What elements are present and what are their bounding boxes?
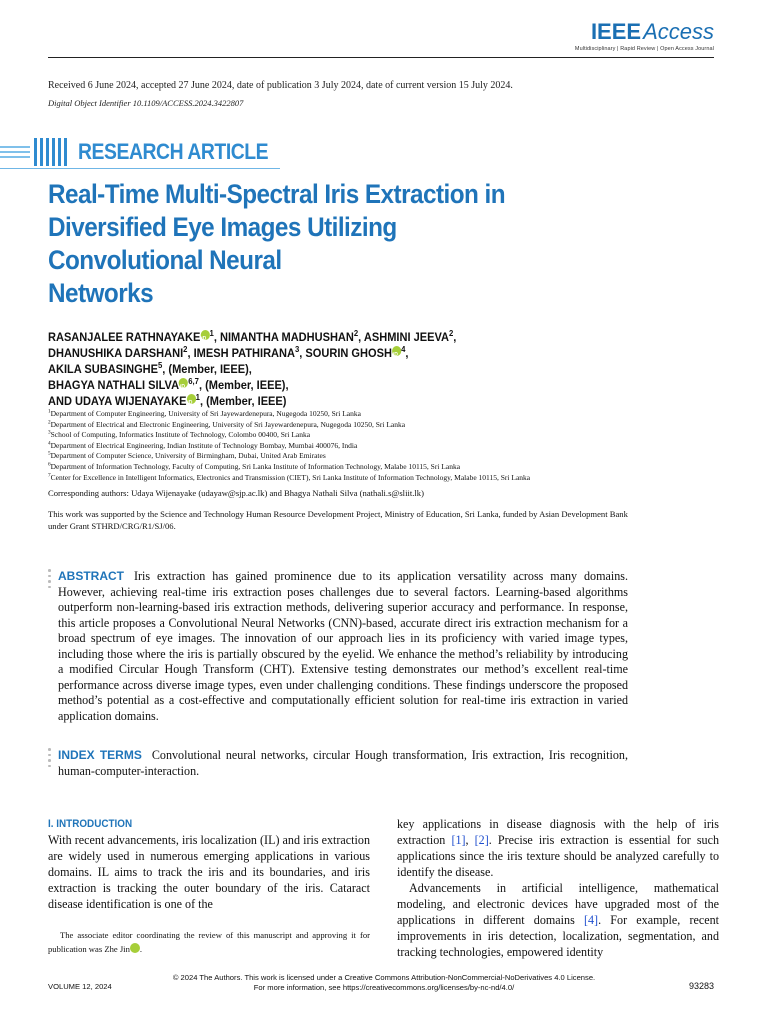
funding-statement: This work was supported by the Science and Technology Human Resource Development Project, Ministry of Education, Sri Lanka, funded by Asian Development Bank under Grant STHRD/CRG/R1/SJ/06.: [48, 509, 628, 531]
volume-label: VOLUME 12, 2024: [48, 982, 112, 991]
affiliation-item: [48, 441, 728, 452]
affiliation-item: [48, 473, 728, 484]
author-affil-sup: 5: [157, 360, 163, 370]
paragraph-text: Advancements in artificial intelligence, mathematical modeling, and electronic devices have upgraded most of the applications in different domains: [397, 881, 719, 927]
article-type-label: RESEARCH ARTICLE: [78, 139, 269, 164]
paragraph-text: . For example, recent improvements in iris detection, localization, segmentation, and tracking technologies, empowered identity: [397, 913, 719, 959]
title-line: Convolutional Neural: [48, 245, 282, 275]
intro-paragraph: [397, 880, 719, 960]
orcid-icon[interactable]: [179, 378, 188, 388]
affiliation-number: 7: [48, 472, 51, 479]
title-line: Diversified Eye Images Utilizing: [48, 212, 397, 242]
footnote-text: The associate editor coordinating the review of this manuscript and approving it for publication was Zhe Jin: [48, 930, 370, 954]
affiliation-item: [48, 409, 728, 420]
author-line: BHAGYA NATHALI SILVAiD $^{6,7}$, (Member, IEEE),: [48, 377, 692, 393]
author-affil-sup: 6,7: [188, 376, 199, 386]
author-name: ASHMINI JEEVA: [363, 330, 449, 344]
paper-title: [48, 178, 552, 310]
abstract-dots-icon: [48, 569, 52, 591]
paragraph-text: . Precise iris extraction is essential for such applications since the iris texture should be analyzed carefully to identify the disease.: [397, 833, 720, 879]
left-column: [48, 832, 370, 912]
banner-stripes-icon: [0, 138, 70, 166]
author-name: IMESH PATHIRANA: [193, 346, 295, 360]
author-list: [48, 329, 692, 409]
author-name: SOURIN GHOSH: [305, 346, 392, 360]
affiliation-number: 2: [48, 419, 51, 426]
orcid-icon[interactable]: [200, 330, 209, 340]
intro-paragraph: With recent advancements, iris localization (IL) and iris extraction are widely used in numerous emerging applications in various domains. IL aims to track the iris and its boundaries, and iris extraction is tracking the outer boundary of the iris. Cataract disease identification is one of the: [48, 833, 370, 911]
author-line: RASANJALEE RATHNAYAKEiD $^1$, NIMANTHA MADHUSHAN$^2$, ASHMINI JEEVA$^2$,: [48, 329, 692, 345]
affiliation-text: Department of Electrical and Electronic Engineering, University of Sri Jayewardenepura, Nugegoda 10250, Sri Lanka: [50, 419, 406, 429]
author-affil-sup: 2: [448, 328, 454, 338]
author-line: AKILA SUBASINGHE$^5$, (Member, IEEE),: [48, 360, 252, 376]
ieee-access-logo: [575, 20, 714, 44]
header-rule: [48, 57, 714, 58]
affiliation-item: [48, 420, 728, 431]
index-terms-text: Convolutional neural networks, circular Hough transformation, Iris extraction, Iris recognition, human-computer-interaction.: [58, 748, 628, 778]
affiliation-number: 6: [48, 461, 51, 468]
affiliation-text: Department of Information Technology, Faculty of Computing, Sri Lanka Institute of Information Technology, Malabe 10115, Sri Lanka: [50, 461, 461, 471]
author-name: NIMANTHA MADHUSHAN: [219, 330, 354, 344]
intro-paragraph: key applications in disease diagnosis with the help of iris extraction [1], [2]. Precise iris extraction is essential for such applications since the iris texture should be analyzed carefully to identify the disease.: [397, 817, 720, 879]
author-membership: (Member, IEEE): [168, 362, 249, 376]
article-type-banner: [0, 135, 300, 171]
affiliation-number: 3: [48, 429, 51, 436]
license-notice: [0, 973, 768, 993]
corresponding-authors: Corresponding authors: Udaya Wijenayake (udayaw@sjp.ac.lk) and Bhagya Nathali Silva (nathali.s@sliit.lk): [48, 488, 424, 498]
orcid-icon[interactable]: [130, 943, 140, 953]
author-name: AND UDAYA WIJENAYAKE: [48, 394, 187, 408]
logo-access: Access: [643, 19, 714, 44]
author-affil-sup: 3: [294, 344, 300, 354]
author-affil-sup: 4: [401, 344, 406, 354]
author-line: AND UDAYA WIJENAYAKEiD $^1$, (Member, IEEE): [48, 393, 692, 409]
section-heading: I. INTRODUCTION: [48, 818, 133, 830]
author-name: RASANJALEE RATHNAYAKE: [48, 330, 201, 344]
index-terms: [58, 748, 628, 779]
abstract: [58, 569, 628, 724]
author-name: BHAGYA NATHALI SILVA: [48, 378, 180, 392]
index-terms-label: INDEX TERMS: [58, 748, 142, 762]
affiliation-item: [48, 430, 728, 441]
title-line: Networks: [48, 278, 154, 308]
logo-ieee: IEEE: [590, 19, 642, 44]
index-terms-dots-icon: [48, 748, 52, 770]
license-line: © 2024 The Authors. This work is licensed under a Creative Commons Attribution-NonCommercial-NoDerivatives 4.0 License.: [172, 973, 596, 982]
citation-link[interactable]: [4]: [583, 913, 599, 927]
paragraph-text: key applications in disease diagnosis with the help of iris extraction: [397, 817, 719, 847]
author-name: DHANUSHIKA DARSHANI: [48, 346, 184, 360]
author-affil-sup: 2: [183, 344, 188, 354]
affiliation-text: Department of Computer Engineering, University of Sri Jayewardenepura, Nugegoda 10250, Sri Lanka: [50, 409, 361, 418]
journal-tagline: Multidisciplinary | Rapid Review | Open Access Journal: [574, 46, 714, 52]
citation-link[interactable]: [1]: [451, 833, 466, 847]
author-name: AKILA SUBASINGHE: [48, 362, 158, 376]
doi-line: Digital Object Identifier 10.1109/ACCESS.2024.3422807: [48, 98, 244, 108]
affiliation-number: 1: [48, 408, 51, 415]
citation-link[interactable]: [2]: [474, 833, 489, 847]
affiliation-item: [48, 451, 728, 462]
author-membership: (Member, IEEE): [206, 394, 287, 408]
author-membership: (Member, IEEE): [205, 378, 286, 392]
abstract-label: ABSTRACT: [58, 569, 124, 583]
affiliation-list: [48, 409, 728, 483]
affiliation-text: Center for Excellence in Intelligent Informatics, Electronics and Transmission (CIET), Sri Lanka Institute of Information Technology, Malabe 10115, Sri Lanka: [50, 472, 531, 482]
license-url[interactable]: For more information, see https://creativecommons.org/licenses/by-nc-nd/4.0/: [253, 983, 515, 992]
affiliation-number: 4: [48, 440, 51, 447]
abstract-text: Iris extraction has gained prominence due to its application versatility across many domains. However, achieving real-time iris extraction poses challenges due to several factors. Learning-based algorithms outperform non-learning-based iris extraction methods, delivering superior accuracy and performance. In response, this article proposes a Convolutional Neural Networks (CNN)-based, accurate direct iris extraction mechanism for a broad spectrum of eye images. The innovation of our approach lies in its proficiency with varied image types, including those where the iris is partially obscured by the eyelid. We enhance the method’s reliability by introducing a modified Circular Hough Transform (CHT). Extensive testing demonstrates our method’s excellent real-time performance across diverse image types, even under challenging conditions. These findings underscore the proposed method’s potential as a cost-effective and computationally efficient solution for real-time iris extraction in varied application domains.: [58, 569, 628, 723]
affiliation-number: 5: [48, 450, 51, 457]
banner-underline: [0, 168, 280, 169]
orcid-icon[interactable]: [186, 394, 195, 404]
page-number: 93283: [688, 981, 714, 991]
affiliation-item: [48, 462, 728, 473]
journal-brand: [575, 20, 714, 52]
affiliation-text: Department of Computer Science, University of Birmingham, Dubai, United Arab Emirates: [50, 451, 326, 461]
affiliation-text: School of Computing, Informatics Institute of Technology, Colombo 00400, Sri Lanka: [50, 430, 311, 440]
affiliation-text: Department of Electrical Engineering, Indian Institute of Technology Bombay, Mumbai 400076, India: [50, 440, 358, 450]
author-affil-sup: 1: [209, 328, 214, 338]
orcid-icon[interactable]: [392, 346, 401, 356]
title-line: Real-Time Multi-Spectral Iris Extraction in: [48, 179, 506, 209]
editor-footnote: [48, 928, 370, 956]
right-column: [397, 816, 719, 960]
author-affil-sup: 1: [195, 392, 200, 402]
author-affil-sup: 2: [353, 328, 359, 338]
author-line: DHANUSHIKA DARSHANI$^2$, IMESH PATHIRANA$^3$, SOURIN GHOSHiD $^4$,: [48, 345, 692, 361]
received-dates: Received 6 June 2024, accepted 27 June 2024, date of publication 3 July 2024, date of current version 15 July 2024.: [48, 80, 513, 91]
